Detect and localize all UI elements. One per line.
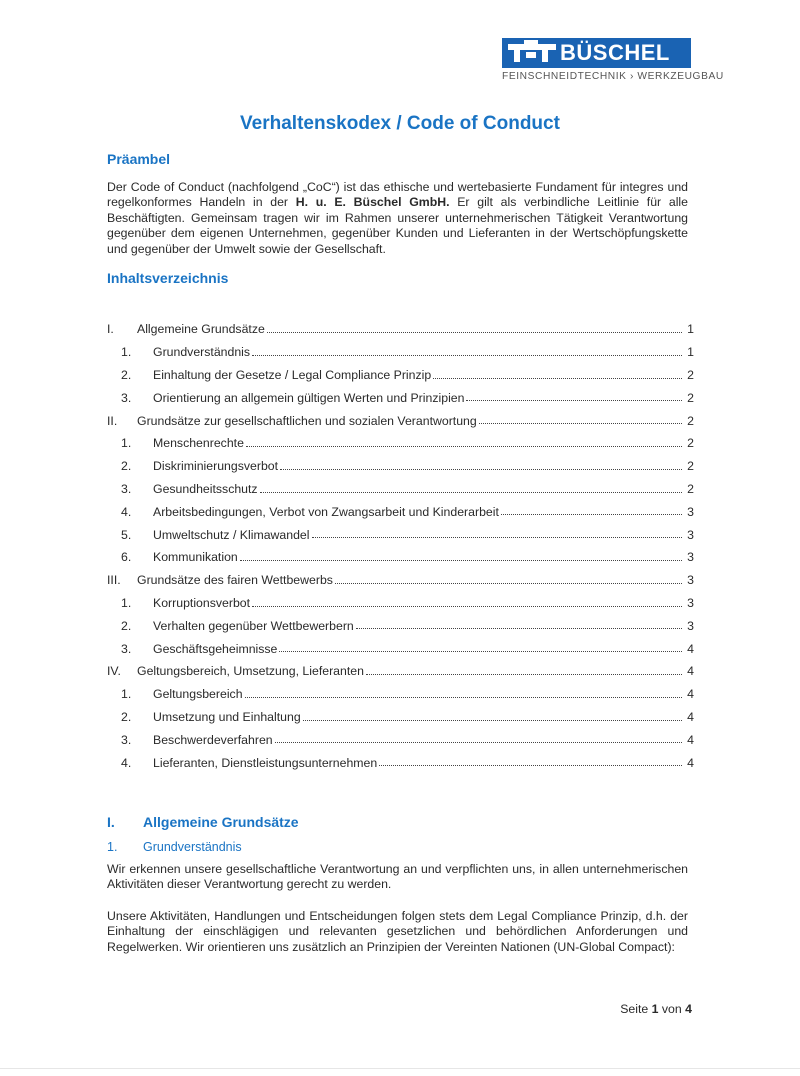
toc-entry-page: 4: [687, 687, 694, 702]
toc-entry[interactable]: [107, 386, 694, 409]
toc-entry-title: Geschäftsgeheimnisse: [153, 641, 278, 656]
document-title: Verhaltenskodex / Code of Conduct: [240, 113, 560, 134]
subsection-heading: [107, 840, 242, 854]
footer-page-number: 1: [651, 1002, 659, 1016]
toc-entry[interactable]: [107, 751, 694, 774]
toc-entry[interactable]: [107, 523, 694, 546]
toc-dot-leader: [275, 732, 682, 743]
toc-entry-title: Einhaltung der Gesetze / Legal Compliance Prinzip: [153, 367, 432, 382]
preamble-heading: Präambel: [107, 151, 171, 167]
toc-dot-leader: [245, 687, 682, 698]
toc-entry-page: 4: [687, 755, 694, 770]
toc-entry-page: 4: [687, 664, 694, 679]
toc-entry[interactable]: [107, 500, 694, 523]
toc-entry-number: 2.: [121, 367, 132, 382]
toc-entry-title: Grundsätze zur gesellschaftlichen und sozialen Verantwortung: [137, 413, 477, 428]
preamble-text-after: Er gilt als verbindliche Leitlinie für alle Beschäftigten. Gemeinsam tragen wir im Rahmen unserer unternehmerischen Tätigkeit Verantwortung gegenüber dem eigenen Unternehmen, gegenüber Kunden und Lieferanten in der Wertschöpfungskette und gegenüber der Umwelt sowie der Gesellschaft.: [107, 195, 689, 256]
toc-entry-title: Umweltschutz / Klimawandel: [153, 527, 310, 542]
section-paragraph-1: Wir erkennen unsere gesellschaftliche Verantwortung an und verpflichten uns, in allen unternehmerischen Aktivitäten dieser Verantwortung gerecht zu werden.: [107, 862, 688, 892]
toc-dot-leader: [433, 368, 682, 379]
toc-dot-leader: [335, 573, 682, 584]
toc-entry-page: 3: [687, 504, 694, 519]
toc-entry-page: 4: [687, 732, 694, 747]
toc-entry-number: 3.: [121, 481, 132, 496]
toc-entry[interactable]: [107, 569, 694, 592]
toc-dot-leader: [260, 482, 682, 493]
toc-entry-number: 3.: [121, 641, 132, 656]
logo-mark-icon: [506, 38, 558, 68]
toc-entry-number: 5.: [121, 527, 132, 542]
preamble-text-before: Der Code of Conduct (nachfolgend „CoC“) ist das ethische und wertebasierte Fundament für integres und regelkonformes Handeln in der: [107, 180, 688, 210]
toc-dot-leader: [303, 710, 682, 721]
subsection-number: 1.: [107, 840, 118, 854]
toc-entry-page: 4: [687, 709, 694, 724]
toc-entry[interactable]: [107, 683, 694, 706]
section-heading: [107, 814, 299, 830]
toc-dot-leader: [356, 618, 682, 629]
footer-page-total: 4: [685, 1002, 692, 1016]
toc-dot-leader: [312, 527, 683, 538]
toc-entry-title: Orientierung an allgemein gültigen Werten und Prinzipien: [153, 390, 465, 405]
toc-entry-page: 2: [687, 436, 694, 451]
toc-entry-number: 2.: [121, 459, 132, 474]
toc-entry-page: 3: [687, 550, 694, 565]
logo-tagline: FEINSCHNEIDTECHNIK › WERKZEUGBAU: [502, 71, 724, 82]
toc-entry[interactable]: [107, 364, 694, 387]
toc-entry-page: 2: [687, 481, 694, 496]
logo-banner: [502, 38, 691, 68]
toc-entry-page: 1: [687, 345, 694, 360]
toc-entry-title: Beschwerdeverfahren: [153, 732, 273, 747]
toc-entry-page: 1: [687, 322, 694, 337]
toc-entry-number: 1.: [121, 436, 132, 451]
company-name: H. u. E. Büschel GmbH.: [295, 195, 450, 210]
toc-entry[interactable]: [107, 546, 694, 569]
subsection-title: Grundverständnis: [143, 840, 242, 854]
toc-entry-number: 4.: [121, 504, 132, 519]
section-paragraph-2: Unsere Aktivitäten, Handlungen und Entscheidungen folgen stets dem Legal Compliance Prinzip, d.h. der Einhaltung der einschlägigen und relevanten gesetzlichen und behördlichen Anforderungen und Regelwerken. Wir orientieren uns zusätzlich an Prinzipien der Vereinten Nationen (UN-Global Compact):: [107, 909, 688, 954]
toc-entry[interactable]: [107, 478, 694, 501]
toc-entry-title: Umsetzung und Einhaltung: [153, 709, 301, 724]
toc-dot-leader: [280, 459, 682, 470]
toc-entry-page: 3: [687, 618, 694, 633]
toc-entry-page: 2: [687, 367, 694, 382]
toc-dot-leader: [379, 755, 682, 766]
toc-entry-page: 2: [687, 459, 694, 474]
toc-entry-number: II.: [107, 413, 118, 428]
toc-entry-number: IV.: [107, 664, 121, 679]
toc-entry[interactable]: [107, 706, 694, 729]
toc-entry-title: Verhalten gegenüber Wettbewerbern: [153, 618, 354, 633]
toc-entry-number: III.: [107, 573, 121, 588]
preamble-text: [107, 180, 688, 257]
toc-entry-number: I.: [107, 322, 114, 337]
toc-entry[interactable]: [107, 614, 694, 637]
toc-dot-leader: [466, 390, 682, 401]
toc-entry-title: Gesundheitsschutz: [153, 481, 258, 496]
toc-entry-page: 4: [687, 641, 694, 656]
toc-entry-number: 6.: [121, 550, 132, 565]
logo-name: BÜSCHEL: [560, 40, 670, 65]
toc-entry[interactable]: [107, 341, 694, 364]
toc-entry-number: 1.: [121, 345, 132, 360]
company-logo: [502, 38, 724, 86]
toc-entry-number: 2.: [121, 618, 132, 633]
section-number: I.: [107, 814, 115, 830]
toc-entry-page: 2: [687, 413, 694, 428]
toc-entry[interactable]: [107, 728, 694, 751]
toc-entry-title: Arbeitsbedingungen, Verbot von Zwangsarbeit und Kinderarbeit: [153, 504, 499, 519]
toc-dot-leader: [240, 550, 682, 561]
toc-entry[interactable]: [107, 637, 694, 660]
toc-entry-number: 2.: [121, 709, 132, 724]
toc-entry-title: Allgemeine Grundsätze: [137, 322, 265, 337]
section-title: Allgemeine Grundsätze: [143, 814, 299, 830]
toc-entry-title: Grundsätze des fairen Wettbewerbs: [137, 573, 333, 588]
toc-entry-title: Lieferanten, Dienstleistungsunternehmen: [153, 755, 378, 770]
toc-entry-title: Kommunikation: [153, 550, 238, 565]
toc-entry-title: Grundverständnis: [153, 345, 251, 360]
toc-entry-number: 4.: [121, 755, 132, 770]
toc-entry-number: 3.: [121, 732, 132, 747]
toc-entry-title: Diskriminierungsverbot: [153, 459, 279, 474]
toc-entry-number: 3.: [121, 390, 132, 405]
page-footer: [620, 1002, 692, 1016]
toc-entry[interactable]: [107, 455, 694, 478]
table-of-contents: [107, 318, 694, 774]
toc-dot-leader: [501, 504, 682, 515]
toc-entry[interactable]: [107, 660, 694, 683]
toc-dot-leader: [252, 596, 682, 607]
toc-entry-title: Geltungsbereich, Umsetzung, Lieferanten: [137, 664, 364, 679]
toc-entry-title: Korruptionsverbot: [153, 595, 251, 610]
toc-entry[interactable]: [107, 318, 694, 341]
footer-middle: von: [661, 1002, 682, 1016]
toc-entry-page: 3: [687, 595, 694, 610]
toc-entry-number: 1.: [121, 687, 132, 702]
toc-dot-leader: [246, 436, 682, 447]
toc-dot-leader: [252, 345, 682, 356]
toc-entry-page: 2: [687, 390, 694, 405]
toc-dot-leader: [267, 322, 682, 333]
toc-entry[interactable]: [107, 432, 694, 455]
toc-entry-page: 3: [687, 527, 694, 542]
toc-entry-number: 1.: [121, 595, 132, 610]
footer-prefix: Seite: [620, 1002, 649, 1016]
scan-edge-line: [0, 1068, 800, 1069]
toc-dot-leader: [279, 641, 682, 652]
toc-entry[interactable]: [107, 592, 694, 615]
toc-entry-page: 3: [687, 573, 694, 588]
toc-dot-leader: [479, 413, 682, 424]
toc-heading: Inhaltsverzeichnis: [107, 270, 229, 286]
toc-entry-title: Geltungsbereich: [153, 687, 243, 702]
toc-entry-title: Menschenrechte: [153, 436, 244, 451]
toc-dot-leader: [366, 664, 682, 675]
toc-entry[interactable]: [107, 409, 694, 432]
